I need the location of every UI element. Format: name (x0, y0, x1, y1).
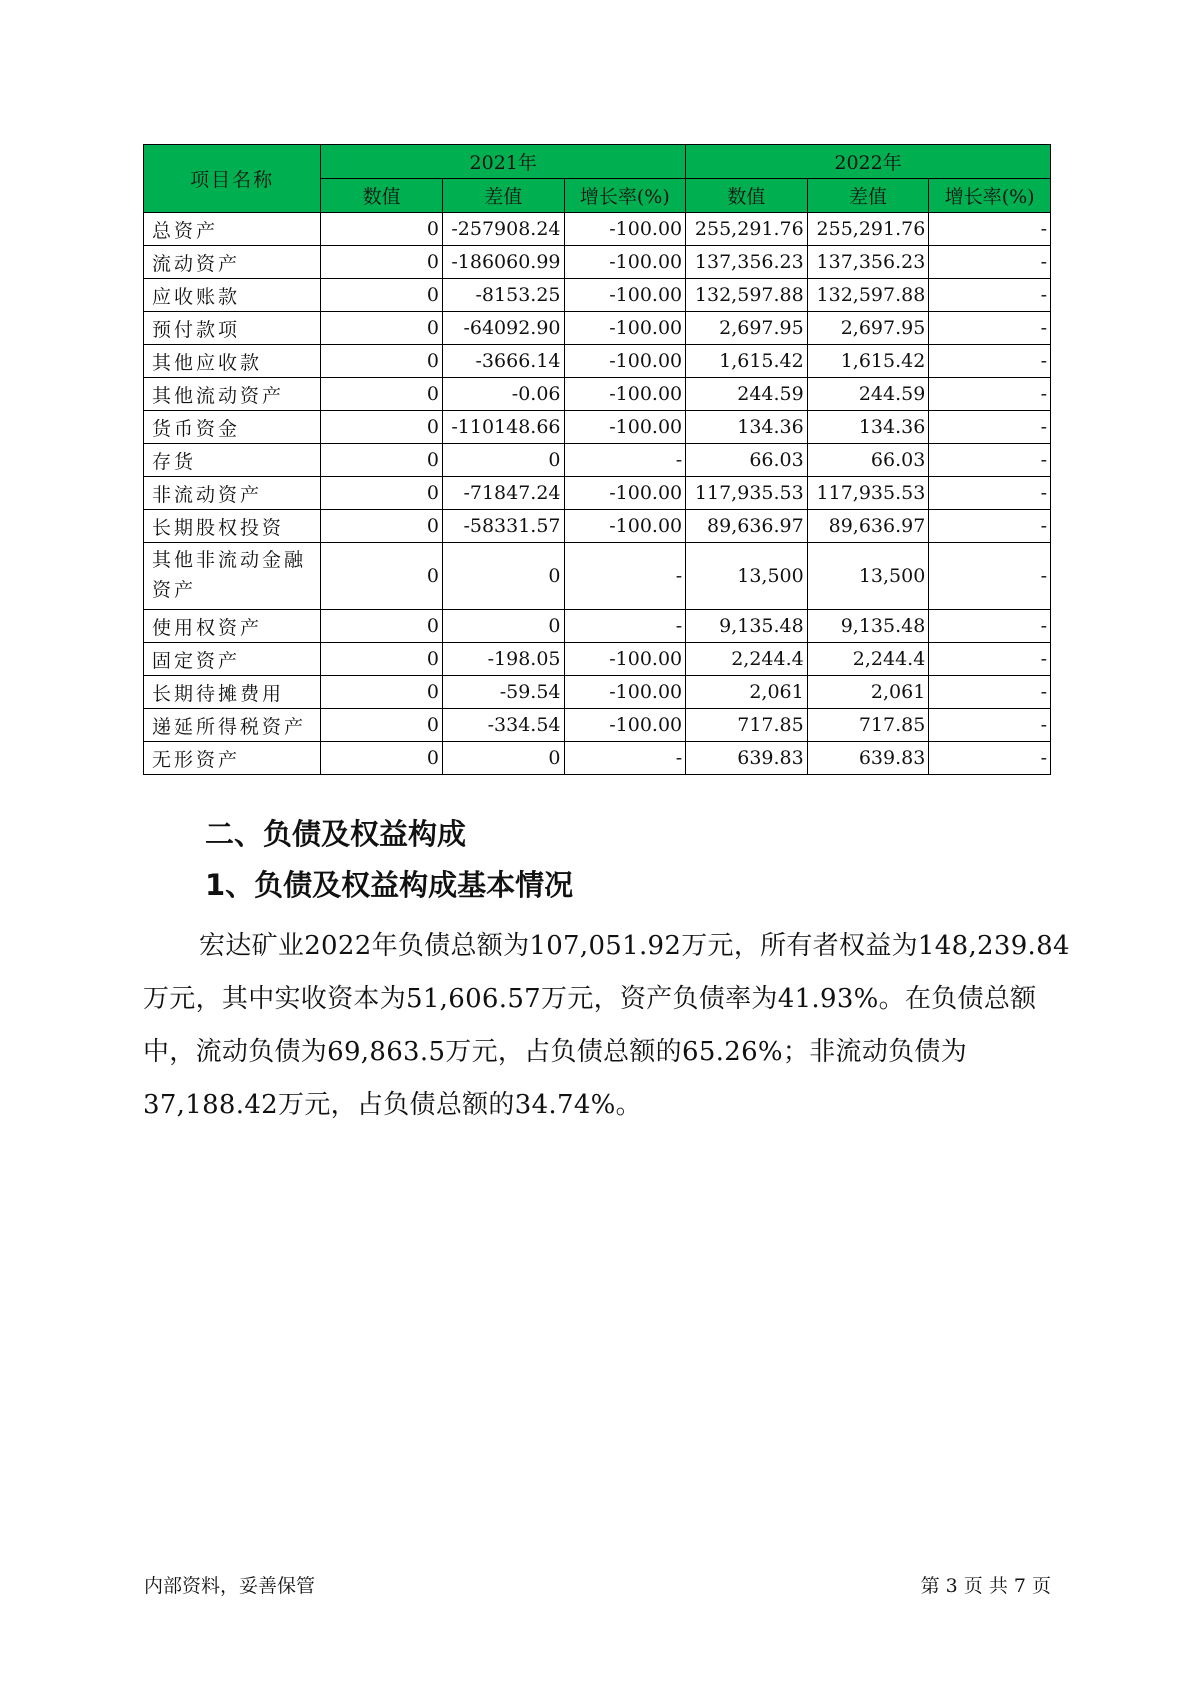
cell-growth-2021: - (564, 742, 686, 775)
cell-growth-2021: -100.00 (564, 378, 686, 411)
cell-value-2021: 0 (321, 312, 443, 345)
cell-value-2022: 89,636.97 (686, 510, 808, 543)
table-row (144, 643, 1051, 676)
header-year-2021: 2021年 (321, 145, 686, 179)
cell-diff-2021: -198.05 (442, 643, 564, 676)
cell-item-name: 预付款项 (144, 312, 321, 345)
cell-value-2022: 9,135.48 (686, 610, 808, 643)
cell-growth-2022: - (929, 378, 1051, 411)
cell-diff-2022: 639.83 (807, 742, 929, 775)
cell-growth-2022: - (929, 312, 1051, 345)
cell-value-2021: 0 (321, 213, 443, 246)
cell-diff-2022: 117,935.53 (807, 477, 929, 510)
cell-value-2021: 0 (321, 378, 443, 411)
cell-growth-2022: - (929, 676, 1051, 709)
cell-diff-2022: 2,244.4 (807, 643, 929, 676)
cell-value-2021: 0 (321, 279, 443, 312)
cell-diff-2022: 89,636.97 (807, 510, 929, 543)
asset-table (143, 144, 1051, 775)
cell-item-name: 固定资产 (144, 643, 321, 676)
cell-diff-2022: 255,291.76 (807, 213, 929, 246)
cell-growth-2022: - (929, 742, 1051, 775)
cell-diff-2021: -110148.66 (442, 411, 564, 444)
table-row (144, 312, 1051, 345)
cell-item-name: 存货 (144, 444, 321, 477)
table-row (144, 246, 1051, 279)
cell-growth-2022: - (929, 643, 1051, 676)
cell-diff-2021: 0 (442, 444, 564, 477)
cell-growth-2022: - (929, 246, 1051, 279)
cell-value-2021: 0 (321, 610, 443, 643)
cell-diff-2021: -0.06 (442, 378, 564, 411)
header-diff-2021: 差值 (442, 179, 564, 213)
cell-diff-2021: 0 (442, 610, 564, 643)
cell-diff-2022: 134.36 (807, 411, 929, 444)
cell-growth-2021: -100.00 (564, 213, 686, 246)
cell-growth-2021: -100.00 (564, 709, 686, 742)
cell-value-2022: 134.36 (686, 411, 808, 444)
table-row (144, 213, 1051, 246)
header-growth-2022: 增长率(%) (929, 179, 1051, 213)
cell-growth-2022: - (929, 510, 1051, 543)
cell-growth-2021: -100.00 (564, 279, 686, 312)
cell-growth-2022: - (929, 213, 1051, 246)
cell-value-2022: 255,291.76 (686, 213, 808, 246)
cell-item-name: 货币资金 (144, 411, 321, 444)
cell-item-name: 长期股权投资 (144, 510, 321, 543)
cell-value-2021: 0 (321, 246, 443, 279)
cell-growth-2021: -100.00 (564, 510, 686, 543)
cell-value-2021: 0 (321, 742, 443, 775)
cell-item-name: 非流动资产 (144, 477, 321, 510)
cell-diff-2022: 244.59 (807, 378, 929, 411)
cell-value-2021: 0 (321, 709, 443, 742)
cell-growth-2021: -100.00 (564, 676, 686, 709)
table-row (144, 411, 1051, 444)
cell-value-2022: 117,935.53 (686, 477, 808, 510)
table-row (144, 510, 1051, 543)
cell-value-2021: 0 (321, 676, 443, 709)
cell-growth-2021: -100.00 (564, 246, 686, 279)
header-item-name: 项目名称 (144, 145, 321, 213)
cell-growth-2021: - (564, 543, 686, 610)
header-growth-2021: 增长率(%) (564, 179, 686, 213)
table-row (144, 742, 1051, 775)
footer-confidential-note: 内部资料，妥善保管 (144, 1575, 316, 1597)
cell-diff-2021: -64092.90 (442, 312, 564, 345)
table-row (144, 676, 1051, 709)
cell-diff-2021: -334.54 (442, 709, 564, 742)
cell-value-2021: 0 (321, 510, 443, 543)
cell-growth-2022: - (929, 709, 1051, 742)
header-year-2022: 2022年 (686, 145, 1051, 179)
cell-growth-2022: - (929, 610, 1051, 643)
section-heading: 二、负债及权益构成 (205, 817, 467, 851)
cell-value-2021: 0 (321, 411, 443, 444)
cell-diff-2022: 13,500 (807, 543, 929, 610)
cell-item-name: 其他非流动金融资产 (144, 543, 321, 610)
cell-diff-2021: -257908.24 (442, 213, 564, 246)
cell-diff-2021: 0 (442, 742, 564, 775)
cell-growth-2021: -100.00 (564, 345, 686, 378)
cell-item-name: 流动资产 (144, 246, 321, 279)
footer-page-number: 第 3 页 共 7 页 (920, 1575, 1051, 1597)
cell-growth-2021: -100.00 (564, 312, 686, 345)
cell-item-name: 递延所得税资产 (144, 709, 321, 742)
cell-growth-2021: - (564, 444, 686, 477)
cell-value-2022: 132,597.88 (686, 279, 808, 312)
body-paragraph: 宏达矿业2022年负债总额为107,051.92万元，所有者权益为148,239.84万元，其中实收资本为51,606.57万元，资产负债率为41.93%。在负债总额中，流动负债为69,863.5万元，占负债总额的65.26%；非流动负债为37,188.42万元，占负债总额的34.74%。 (143, 931, 1070, 1120)
cell-diff-2021: -59.54 (442, 676, 564, 709)
table-row (144, 610, 1051, 643)
cell-growth-2022: - (929, 477, 1051, 510)
table-row (144, 378, 1051, 411)
cell-item-name: 其他应收款 (144, 345, 321, 378)
cell-growth-2022: - (929, 543, 1051, 610)
cell-diff-2021: -58331.57 (442, 510, 564, 543)
cell-value-2022: 66.03 (686, 444, 808, 477)
cell-item-name: 应收账款 (144, 279, 321, 312)
cell-diff-2022: 9,135.48 (807, 610, 929, 643)
cell-item-name: 无形资产 (144, 742, 321, 775)
cell-value-2021: 0 (321, 477, 443, 510)
cell-growth-2021: - (564, 610, 686, 643)
table-row (144, 279, 1051, 312)
cell-value-2021: 0 (321, 543, 443, 610)
cell-diff-2021: -71847.24 (442, 477, 564, 510)
cell-diff-2022: 66.03 (807, 444, 929, 477)
cell-value-2021: 0 (321, 643, 443, 676)
cell-item-name: 长期待摊费用 (144, 676, 321, 709)
cell-diff-2022: 1,615.42 (807, 345, 929, 378)
cell-value-2022: 1,615.42 (686, 345, 808, 378)
cell-growth-2021: -100.00 (564, 643, 686, 676)
cell-value-2022: 2,244.4 (686, 643, 808, 676)
cell-diff-2021: -186060.99 (442, 246, 564, 279)
cell-diff-2022: 2,061 (807, 676, 929, 709)
cell-growth-2021: -100.00 (564, 411, 686, 444)
cell-value-2022: 639.83 (686, 742, 808, 775)
cell-value-2022: 244.59 (686, 378, 808, 411)
cell-value-2022: 717.85 (686, 709, 808, 742)
cell-diff-2021: 0 (442, 543, 564, 610)
table-row (144, 709, 1051, 742)
header-value-2021: 数值 (321, 179, 443, 213)
cell-diff-2022: 717.85 (807, 709, 929, 742)
cell-growth-2022: - (929, 411, 1051, 444)
cell-item-name: 总资产 (144, 213, 321, 246)
table-row (144, 543, 1051, 610)
header-diff-2022: 差值 (807, 179, 929, 213)
table-row (144, 345, 1051, 378)
cell-diff-2022: 2,697.95 (807, 312, 929, 345)
cell-growth-2022: - (929, 444, 1051, 477)
cell-value-2022: 137,356.23 (686, 246, 808, 279)
cell-diff-2022: 132,597.88 (807, 279, 929, 312)
cell-diff-2021: -3666.14 (442, 345, 564, 378)
cell-value-2022: 13,500 (686, 543, 808, 610)
cell-value-2022: 2,061 (686, 676, 808, 709)
cell-growth-2021: -100.00 (564, 477, 686, 510)
cell-value-2021: 0 (321, 444, 443, 477)
cell-item-name: 使用权资产 (144, 610, 321, 643)
table-row (144, 477, 1051, 510)
cell-value-2022: 2,697.95 (686, 312, 808, 345)
table-row (144, 444, 1051, 477)
header-value-2022: 数值 (686, 179, 808, 213)
cell-growth-2022: - (929, 279, 1051, 312)
cell-growth-2022: - (929, 345, 1051, 378)
cell-diff-2021: -8153.25 (442, 279, 564, 312)
cell-diff-2022: 137,356.23 (807, 246, 929, 279)
cell-value-2021: 0 (321, 345, 443, 378)
cell-item-name: 其他流动资产 (144, 378, 321, 411)
section-subheading: 1、负债及权益构成基本情况 (205, 868, 574, 902)
